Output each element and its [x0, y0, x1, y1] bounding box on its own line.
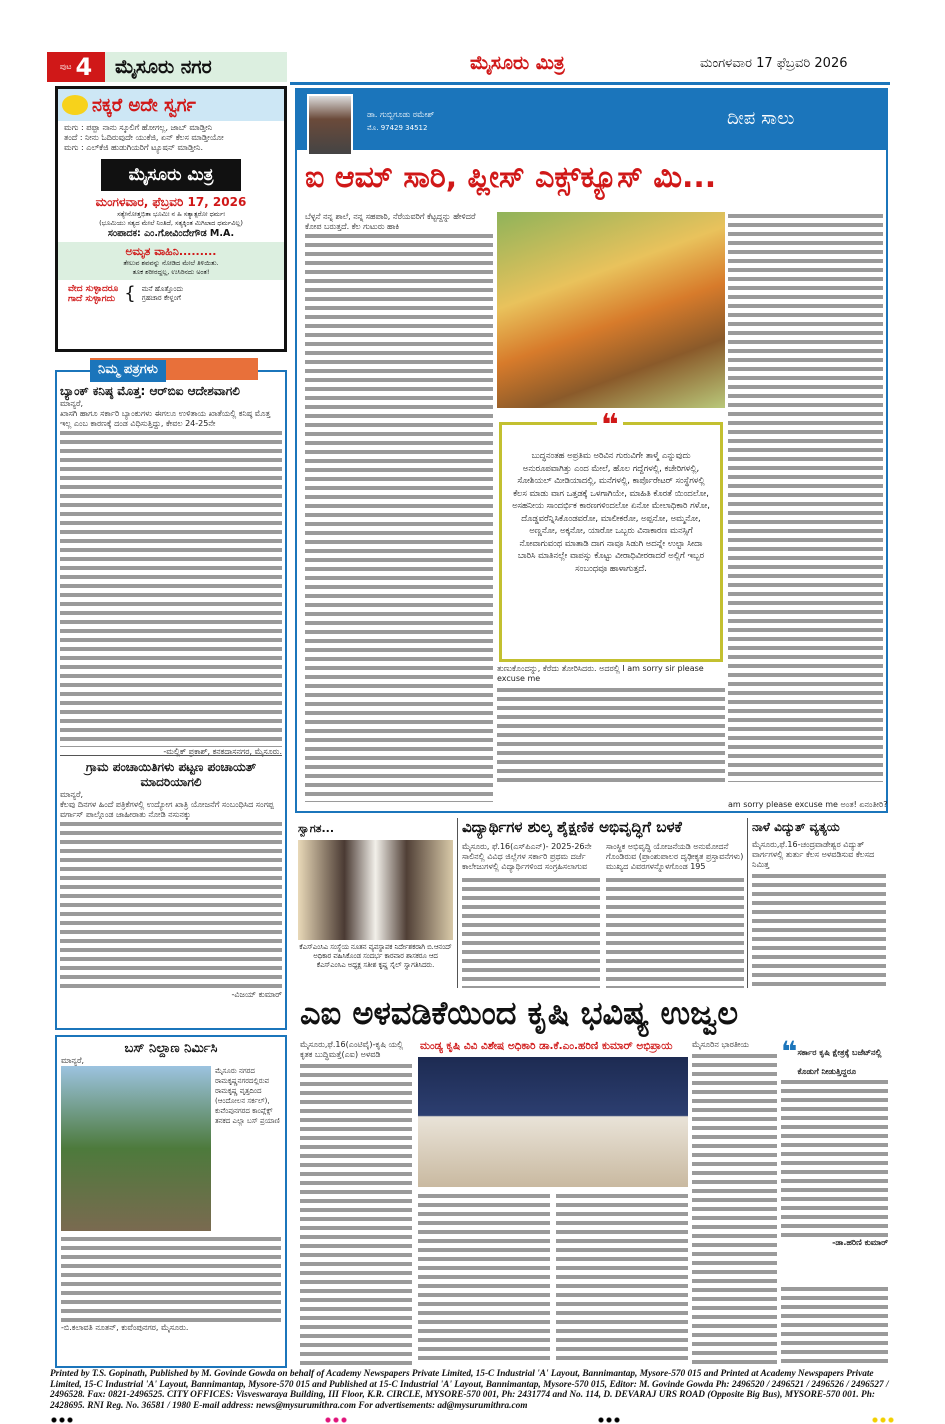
letter-signature: -ಬಿ.ಕಲಾವತಿ ನೂತನ್, ಕುವೆಂಪುನಗರ, ಮೈಸೂರು.	[61, 1323, 189, 1332]
editor: ಸಂಪಾದಕ: ಎಂ.ಗೋವಿಂದೇಗೌಡ M.A.	[107, 228, 235, 239]
masthead-date: ಮಂಗಳವಾರ, ಫೆಬ್ರವರಿ 17, 2026	[95, 195, 247, 209]
registration-dots	[871, 1417, 895, 1423]
students-body-text	[606, 876, 744, 988]
letters-title: ನಿಮ್ಮ ಪತ್ರಗಳು	[90, 360, 166, 382]
welcome-label: ಸ್ವಾಗತ...	[298, 822, 335, 835]
laughing-face-icon	[62, 95, 88, 115]
letter-title: ಬಸ್ ನಿಲ್ದಾಣ ನಿರ್ಮಿಸಿ	[124, 1041, 218, 1056]
motto: ಸತ್ಯೇನೋತ್ತಭಿತಾ ಭೂಮಿಃ ನ ಹಿ ಸತ್ಯಾತ್ಪರೋ ಧರ್ಮಃ	[117, 210, 225, 218]
ai-body-text	[418, 1192, 550, 1365]
welcome-caption: ಕೆಎಸ್‌ಎಂಸಿಎ ಸಂಸ್ಥೆಯ ನೂತನ ವ್ಯವಸ್ಥಾಪಕ ನಿರ್ದೇಶಕರಾಗಿ ಬಿ.ಆನಂದ್ ಅಧಿಕಾರ ವಹಿಸಿಕೊಂಡ ಸಂದರ್ಭ ಕಾರವಾರ ಶಾಸಕರೂ ಆದ ಕೆಎಸ್‌ಎಂಸಿಎ ಅಧ್ಯಕ್ಷ ಸತೀಶ ಕೃಷ್ಣ ಸೈಲ್ ಸ್ವಾಗತಿಸಿದರು.	[299, 943, 452, 969]
letter-2	[60, 755, 282, 1000]
registration-dots	[597, 1417, 621, 1423]
author-name: ಡಾ. ಗುಬ್ಬಿಗೂಡು ರಮೇಶ್	[367, 110, 435, 119]
letter-title: ಗ್ರಾಮ ಪಂಚಾಯಿತಿಗಳು ಪಟ್ಟಣ ಪಂಚಾಯತ್ ಮಾದರಿಯಾಗಲಿ	[85, 760, 257, 789]
proverb: ವೇದ ಸುಳ್ಳಾದರೂ ಗಾದೆ ಸುಳ್ಳಾಗದು { ಮನೆ ಹೊತ್ತೊಂದು ಗ್ರಹಚಾರ ಕೇಳ್ದಂಗೆ	[68, 283, 184, 304]
footer-imprint: Printed by T.S. Gopinath, Published by M. Govinde Gowda on behalf of Academy Newspapers Private Limited, 15-C Industrial 'A' Layout, Bannimantap, Mysore-570 015 and Printed at Academy Newspapers Private Limited, 15-C Industrial 'A' Layout, Bannimantap, Mysore-570 015 and Published at 15-C Industrial 'A' Layout, Bannimantap, Mysore-570 015, Editor: M. Govinde Gowda Ph: 2496520 / 2496521 / 2496526 / 2496527 / 2496528. Fax: 0821-2496525. CITY OFFICES: Visveswaraya Building, III Floor, K.R. CIRCLE, MYSORE-570 001, Ph: 2431774 and No. 114, D. DEVARAJ URS ROAD (Opposite Big Bus), MYSORE-570 001. Ph: 2428695. RNI Reg. No. 36581 / 1980 E-mail address: news@mysurumithra.com For advertisements: ad@mysurumithra.com	[50, 1369, 889, 1411]
students-body-text	[462, 876, 600, 988]
amrutha-line: ತೂಕ ಶರೀರದ್ದಲ್ಲ, ಉಸಿರಿನದು ಅಂತ!	[132, 268, 210, 276]
motto-translation: (ಭೂಮಿಯು ಸತ್ಯದ ಮೇಲೆ ನಿಂತಿದೆ, ಸತ್ಯಕ್ಕಿಂತ ಮಿಗಿಲಾದ ಧರ್ಮವಿಲ್ಲ)	[99, 219, 243, 227]
column-body-text	[497, 686, 725, 782]
paper-name-logo: ಮೈಸೂರು ಮಿತ್ರ	[101, 159, 241, 191]
ai-body-text	[556, 1192, 688, 1365]
column-text-left	[305, 212, 493, 802]
letter-3	[55, 1035, 287, 1368]
proverb-line: ಗಾದೆ ಸುಳ್ಳಾಗದು	[68, 293, 116, 304]
column-closing: am sorry please excuse me ಅಂತ! ಏನಂತೀರಿ?	[728, 800, 888, 809]
masthead-box	[55, 86, 287, 352]
letter-signature: -ವಿಜಯ್ ಕುಮಾರ್	[231, 990, 282, 999]
letter-salutation: ಮಾನ್ಯರೆ,	[60, 399, 84, 408]
bus-stop-photo	[61, 1066, 211, 1231]
ai-headline: ಎಐ ಅಳವಡಿಕೆಯಿಂದ ಕೃಷಿ ಭವಿಷ್ಯ ಉಜ್ವಲ	[300, 994, 739, 1032]
students-lead: ಮೈಸೂರು, ಫೆ.16(ಎಸ್‌ಪಿಎನ್)- 2025-26ನೇ ಸಾಲಿನಲ್ಲಿ ವಿವಿಧ ಜಿಲ್ಲೆಗಳ ಸರ್ಕಾರಿ ಪ್ರಥಮ ದರ್ಜೆ ಕಾಲೇಜುಗಳಲ್ಲಿ ವಿದ್ಯಾರ್ಥಿಗಳಿಂದ ಸಂಗ್ರಹಿಸಲಾಗುವ	[462, 842, 592, 871]
letter-title: ಬ್ಯಾಂಕ್ ಕನಿಷ್ಠ ಮೊತ್ತ: ಆರ್‌ಬಿಐ ಆದೇಶವಾಗಲಿ	[60, 384, 240, 398]
column-header	[297, 90, 886, 150]
joke-header	[58, 89, 284, 121]
proverb-line: ಗ್ರಹಚಾರ ಕೇಳ್ದಂಗೆ	[141, 293, 181, 302]
quote-icon: ❝	[781, 1035, 798, 1068]
letter-body-text	[60, 429, 282, 747]
students-col2: ಸಾಂಸ್ಥಿಕ ಅಭಿವೃದ್ಧಿ ಯೋಜನೆಯಡಿ ಅನುಮೋದನೆ ಗೊಂಡಿರುವ (ಪ್ರಾಂಶುಪಾಲರ ದೃಢೀಕೃತ ಪ್ರಸ್ತಾವನೆಗಳು) ಮುಖ್ಯದ ವಿವರಗಳನ್ನೊಳಗೊಂಡ 195	[606, 842, 744, 871]
letter-body-text	[61, 1235, 281, 1323]
page-prefix: ಪುಟ	[59, 62, 72, 71]
letters-section-title	[90, 358, 258, 380]
page-label	[47, 52, 105, 82]
letter-lead: ಕೆಲವು ದಿನಗಳ ಹಿಂದೆ ಪತ್ರಿಕೆಗಳಲ್ಲಿ ಉದ್ಯೋಗ ಖಾತ್ರಿ ಯೋಜನೆಗೆ ಸಂಬಂಧಿಸಿದ ಸಂಗಪ್ಪ ವರ್ಗಾಸ್ ಪಾಲ್ಗೊಂಡ ಜಾಹೀರಾತು ನೋಡಿ ನಸುನಕ್ಕು	[60, 800, 274, 819]
power-headline: ನಾಳೆ ವಿದ್ಯುತ್ ವ್ಯತ್ಯಯ	[752, 820, 840, 834]
welcome-photo	[298, 840, 453, 940]
letter-1	[60, 384, 282, 757]
letter-lead: ಖಾಸಗಿ ಹಾಗೂ ಸರ್ಕಾರಿ ಬ್ಯಾಂಕುಗಳು ಈಗಲೂ ಉಳಿತಾಯ ಖಾತೆಯಲ್ಲಿ ಕನಿಷ್ಠ ಮೊತ್ತ ಇಲ್ಲ ಎಂಬ ಕಾರಣಕ್ಕೆ ದಂಡ ವಿಧಿಸುತ್ತಿದ್ದು, ಕೇವಲ 24-25ನೇ	[60, 409, 271, 428]
divider	[747, 818, 748, 988]
ai-body-text	[300, 1062, 412, 1365]
ai-body-text	[692, 1052, 777, 1365]
author-phone: ಮೊ. 97429 34512	[367, 124, 428, 132]
quote-icon: ❝	[597, 409, 623, 443]
proverb-line: ವೇದ ಸುಳ್ಳಾದರೂ	[68, 283, 119, 294]
pull-quote	[499, 408, 723, 662]
students-headline: ವಿದ್ಯಾರ್ಥಿಗಳ ಶುಲ್ಕ ಶೈಕ್ಷಣಿಕ ಅಭಿವೃದ್ಧಿಗೆ ಬಳಕೆ	[462, 818, 682, 836]
registration-dots	[50, 1417, 74, 1423]
ai-quote-author: -ಡಾ.ಹರಿಣಿ ಕುಮಾರ್	[832, 1238, 888, 1247]
buddha-illustration	[497, 212, 725, 408]
ai-body-text	[781, 1285, 888, 1365]
amrutha-title: ಅಮೃತ ವಾಹಿನಿ.........	[125, 245, 217, 258]
page-number: 4	[75, 53, 93, 81]
column-lead: ಬೆಳ್ಳನೆ ನನ್ನ ಶಾಲೆ, ನನ್ನ ಸಹಪಾಠಿ, ನೆರೆಯವರಿಗೆ ಕೆಟ್ಟದ್ದನ್ನು ಹೇಳಿದರೆ ಕೋಪ ಬರುತ್ತದೆ. ಕೆಲ ಗುಟುರು ಹಾಕಿ	[305, 212, 476, 231]
column-body-text-right	[728, 212, 883, 782]
registration-marks	[50, 1417, 895, 1423]
registration-dots	[324, 1417, 348, 1423]
header-rule	[290, 82, 890, 85]
proverb-line: ಮನೆ ಹೊತ್ತೊಂದು	[141, 284, 184, 293]
quote-text: ಬುದ್ಧನಂತಹ ಅಪ್ರತಿಮ ಅರಿವಿನ ಗುರುವಿಗೇ ತಾಳ್ಮೆ ಎನ್ನುವುದು ಅನುರೂಪವಾಗಿತ್ತು ಎಂದ ಮೇಲೆ, ಹೊಲ ಗದ್ದೆಗಳಲ್ಲಿ, ಕಚೇರಿಗಳಲ್ಲಿ, ಸೋಶಿಯಲ್ ಮೀಡಿಯಾದಲ್ಲಿ, ಮನೆಗಳಲ್ಲಿ, ಕಾರ್ಪೊರೇಟರ್ ಸಂಸ್ಥೆಗಳಲ್ಲಿ ಕೆಲಸ ಮಾಡು ವಾಗ ಒತ್ತಡಕ್ಕೆ ಒಳಗಾಗಿಯೇ, ಮಾಹಿತಿ ಕೊರತೆ ಯಿಂದಲೋ, ಅಸಹನೀಯ ಸಾಂದರ್ಭಿಕ ಕಾರಣಗಳಿಂದಲೋ ಏನೋ ಮೇಲಾಧಿಕಾರಿ ಗಳೋ, ದೊಡ್ಡವರೆನ್ನಿಸಿಕೊಂಡವರೋ, ಮಾಲೀಕರೋ, ಅಪ್ಪನೋ, ಅಮ್ಮನೋ, ಅಣ್ಣನೋ, ಅಕ್ಕನೋ, ಯಾರೋ ಒಬ್ಬರು ವಿನಾಕಾರಣ ಮನಸ್ಸಿಗೆ ನೋವಾಗುವಂಥ ಮಾತಾಡಿ ದಾಗ ನಾವೂ ಸಿಡುಗಿ ಅದನ್ನೇ ಉಲ್ಟಾ ಸೀದಾ ಬಾರಿಸಿ ಮಾತಿನಲ್ಲೇ ವಾಪಸ್ಸು ಕೊಟ್ಟು ವೀರಾಧಿವೀರರಾದರೆ ಅಲ್ಲಿಗೆ ಇಬ್ಬರ ಸಂಬಂಧವೂ ಹಾಳಾಗುತ್ತದೆ.	[512, 450, 710, 573]
letter-salutation: ಮಾನ್ಯರೆ,	[60, 790, 84, 799]
joke-line: ತಂದೆ : ನೀನು ಓದಿರುವುದೇ ಯುಕೆಜಿ, ಏನ್ ಕೆಲಸ ಮಾಡ್ತೀಯೋ	[64, 133, 224, 142]
letter-body-text	[60, 820, 282, 990]
column-body-text	[305, 232, 493, 802]
ai-event-photo	[418, 1057, 688, 1187]
letter-signature: -ಮಲ್ಲಿಕ್ ಪ್ರಕಾಶ್, ಕನಕದಾಸನಗರ, ಮೈಸೂರು.	[163, 747, 282, 756]
ai-subheadline: ಮಂಡ್ಯ ಕೃಷಿ ವಿವಿ ವಿಶೇಷ ಅಧಿಕಾರಿ ಡಾ.ಕೆ.ಎಂ.ಹರಿಣಿ ಕುಮಾರ್ ಅಭಿಪ್ರಾಯ	[420, 1040, 673, 1052]
header-logo: ಮೈಸೂರು ಮಿತ್ರ	[470, 52, 565, 74]
header-date: ಮಂಗಳವಾರ 17 ಫೆಬ್ರವರಿ 2026	[700, 56, 848, 71]
amrutha-vahini	[58, 242, 284, 280]
ai-quote: ಸರ್ಕಾರ ಕೃಷಿ ಕ್ಷೇತ್ರಕ್ಕೆ ಬಜೆಟ್‌ನಲ್ಲಿ ಕೊಡುಗೆ ನೀಡುತ್ತಿದ್ದರೂ	[797, 1048, 882, 1076]
column-after-quote: ತುಣುಕೊಂದನ್ನು, ಕೆರೆದು ತೋರಿಸಿದರು. ಅದರಲ್ಲಿ I am sorry sir please excuse me	[497, 664, 704, 683]
section-title: ಮೈಸೂರು ನಗರ	[105, 52, 287, 82]
joke-title: ನಕ್ಕರೆ ಅದೇ ಸ್ವರ್ಗ	[92, 94, 196, 116]
column-name: ದೀಪ ಸಾಲು	[727, 108, 795, 129]
ai-quote-box	[781, 1035, 888, 1280]
power-lead: ಮೈಸೂರು,ಫೆ.16-ಚಂದ್ರವಾಡೇಶ್ವರ ವಿದ್ಯುತ್ ವಾರ್ಗಗಳಲ್ಲಿ ತುರ್ತು ಕೆಲಸ ಅಳವಡಿಸುವ ಕೆಲಸದ ನಿಮಿತ್ತ	[752, 840, 875, 869]
power-body-text	[752, 872, 886, 988]
ai-lead: ಮೈಸೂರು,ಫೆ.16(ಎಂಟಿವೈ)-ಕೃಷಿ ಯಲ್ಲಿ ಕೃತಕ ಬುದ್ಧಿಮತ್ತೆ(ಎಐ) ಅಳವಡಿ	[300, 1040, 404, 1059]
column-headline: ಐ ಆಮ್ ಸಾರಿ, ಪ್ಲೀಸ್ ಎಕ್ಸ್‌ಕ್ಯೂಸ್ ಮಿ...	[305, 160, 717, 195]
letter-salutation: ಮಾನ್ಯರೆ,	[61, 1056, 85, 1065]
author-photo	[307, 94, 353, 156]
letter-lead: ಮೈಸೂರು ನಗರದ ರಾಮಕೃಷ್ಣನಗರದಲ್ಲಿರುವ ರಾಮಕೃಷ್ಣ ವೃತ್ತದಿಂದ (ಆಂದೋಲನ ಸರ್ಕಲ್), ಕುವೆಂಪುನಗರದ ಕಾಂಪ್ಲೆಕ್ಸ್ ತನಕದ ಎಲ್ಲಾ ಬಸ್ ಪ್ರಯಾಣಿ	[215, 1067, 280, 1125]
divider	[457, 818, 458, 988]
joke-line: ಮಗು : ಪಪ್ಪಾ ನಾನು ಸ್ಕೂಲಿಗೆ ಹೋಗಲ್ಲ, ಜಾಬ್ ಮಾಡ್ತೀನಿ	[64, 123, 213, 132]
amrutha-line: ತೇಲುವ ಶವವನ್ನು ನೋಡಿದ ಮೇಲೆ ತಿಳಿಯಿತು.	[123, 259, 219, 267]
ai-quote-text	[781, 1078, 888, 1238]
ai-side-lead: ಮೈಸೂರಿನ ಭಾರತೀಯ	[692, 1040, 749, 1049]
joke-line: ಮಗು : ಎಲ್‌ಕೆಜಿ ಹುಡುಗಿಯರಿಗೆ ಟ್ಯೂಷನ್ ಮಾಡ್ತೀನಿ.	[64, 143, 203, 152]
